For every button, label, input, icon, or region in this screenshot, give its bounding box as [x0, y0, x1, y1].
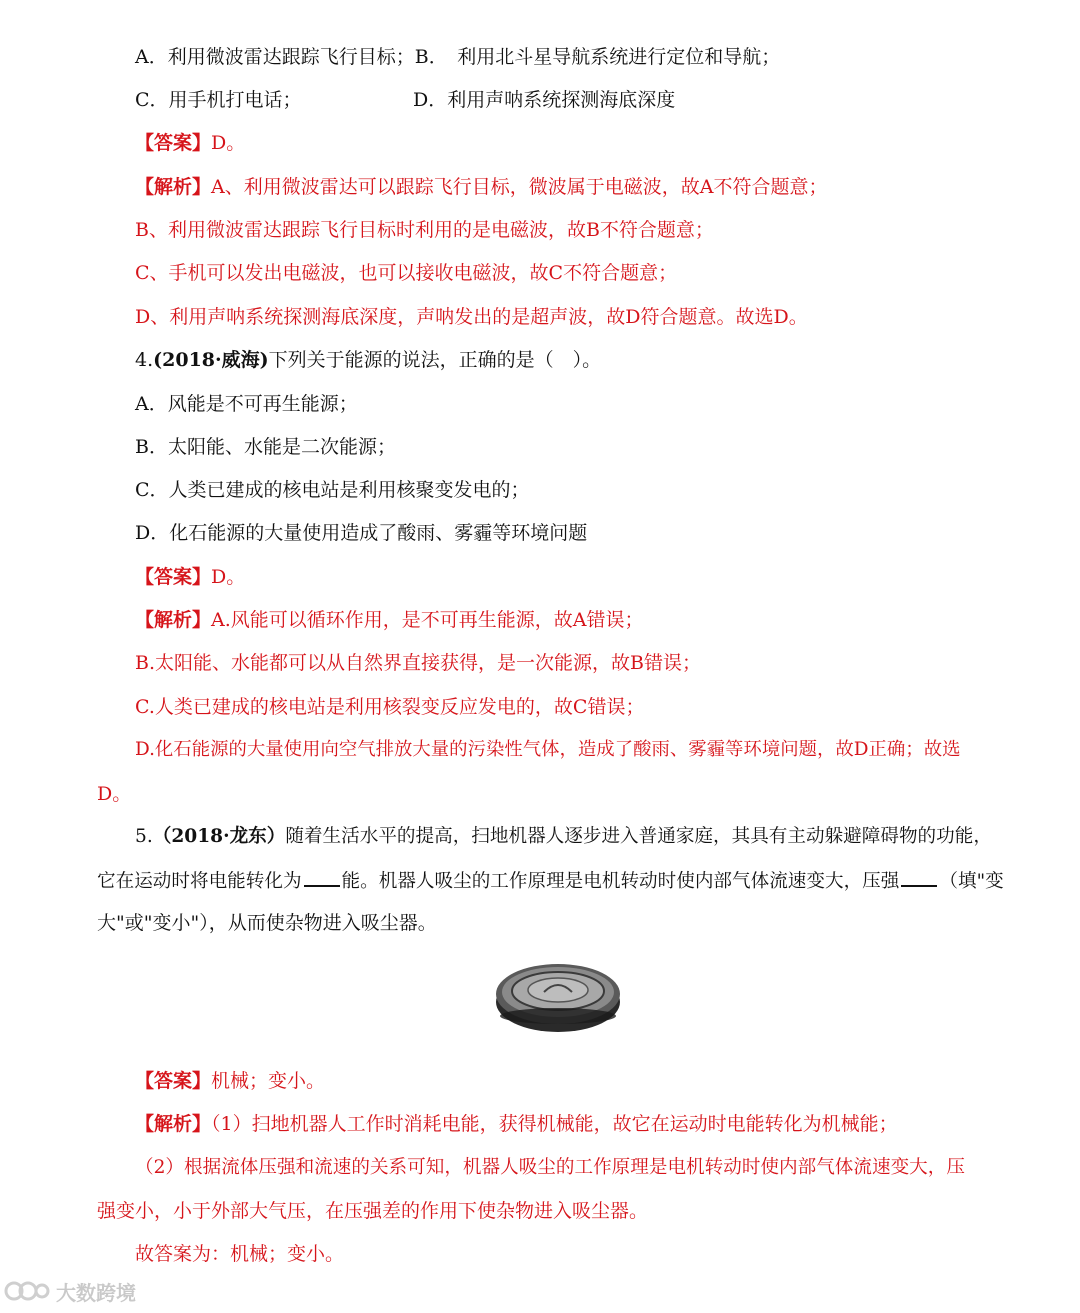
q4-answer-text: D。: [211, 566, 246, 588]
q5-stem-3: 大"或"变小"），从而使杂物进入吸尘器。: [97, 912, 437, 934]
q3-option-d: D．利用声呐系统探测海底深度: [413, 89, 676, 111]
q4-analysis-3: C.人类已建成的核电站是利用核裂变反应发电的，故C错误；: [135, 696, 645, 718]
q5-stem-text-2b: 能。机器人吸尘的工作原理是电机转动时使内部气体流速变大，压强: [341, 871, 900, 892]
q5-stem-text-2a: 它在运动时将电能转化为: [97, 871, 302, 892]
q4-analysis-4: D.化石能源的大量使用向空气排放大量的污染性气体，造成了酸雨、雾霾等环境问题，故D正确；故选: [135, 739, 961, 760]
q5-analysis-1: [135, 1111, 994, 1137]
q5-stem-text-2c: （填"变: [939, 871, 1004, 892]
q5-final-answer: 故答案为：机械；变小。: [135, 1243, 345, 1265]
q4-stem-text: 下列关于能源的说法，正确的是（ ）。: [268, 349, 602, 371]
q5-blank-2: [901, 867, 937, 887]
q3-analysis-3: C、手机可以发出电磁波，也可以接收电磁波，故C不符合题意；: [135, 262, 678, 284]
q4-analysis-4-cont: D。: [97, 783, 132, 805]
q4-answer: [135, 564, 994, 590]
q5-analysis-text-1: （1）扫地机器人工作时消耗电能，获得机械能，故它在运动时电能转化为机械能；: [211, 1113, 898, 1135]
watermark: [4, 1277, 136, 1305]
q4-answer-label: 【答案】: [135, 566, 212, 588]
q5-answer: [135, 1068, 994, 1094]
q5-analysis-2: （2）根据流体压强和流速的关系可知，机器人吸尘的工作原理是电机转动时使内部气体流速变大，压: [135, 1157, 965, 1178]
watermark-text: 大数跨境: [56, 1280, 136, 1305]
q5-blank-1: [304, 867, 340, 887]
q4-analysis-2: B.太阳能、水能都可以从自然界直接获得，是一次能源，故B错误；: [135, 652, 701, 674]
q4-source: (2018·威海): [153, 349, 269, 371]
q3-analysis-4: D、利用声呐系统探测海底深度，声呐发出的是超声波，故D符合题意。故选D。: [135, 306, 808, 328]
q3-options-row-1: [135, 44, 994, 70]
q3-option-b: B． 利用北斗星导航系统进行定位和导航；: [414, 46, 781, 68]
q5-source: （2018·龙东）: [152, 826, 286, 847]
q5-stem-1: [135, 824, 994, 850]
q5-analysis-2-cont: 强变小，小于外部大气压，在压强差的作用下使杂物进入吸尘器。: [97, 1200, 649, 1222]
q5-analysis-label: 【解析】: [135, 1113, 212, 1135]
q5-number: 5.: [135, 826, 153, 847]
q4-option-c: C．人类已建成的核电站是利用核聚变发电的；: [135, 479, 530, 501]
q3-analysis-text-1: A、利用微波雷达可以跟踪飞行目标，微波属于电磁波，故A不符合题意；: [211, 176, 828, 198]
q3-option-a: A．利用微波雷达跟踪飞行目标；: [135, 46, 415, 68]
watermark-logo-icon: [4, 1278, 50, 1304]
q4-option-b: B．太阳能、水能是二次能源；: [135, 436, 396, 458]
q5-stem-2: [97, 867, 1004, 895]
q3-answer: [135, 130, 994, 156]
q5-answer-text: 机械；变小。: [211, 1070, 326, 1092]
q5-answer-label: 【答案】: [135, 1070, 212, 1092]
q4-number: 4.: [135, 349, 154, 371]
q3-answer-label: 【答案】: [135, 132, 212, 154]
q4-analysis-1: [135, 607, 994, 633]
q3-option-c: C．用手机打电话；: [135, 89, 302, 111]
robot-vacuum-image: [494, 956, 622, 1036]
q3-answer-text: D。: [211, 132, 246, 154]
q4-option-d: D．化石能源的大量使用造成了酸雨、雾霾等环境问题: [135, 522, 588, 544]
q5-stem-text-1: 随着生活水平的提高，扫地机器人逐步进入普通家庭，其具有主动躲避障碍物的功能，: [285, 826, 992, 847]
q4-analysis-label: 【解析】: [135, 609, 212, 631]
q3-analysis-1: [135, 174, 994, 200]
q4-analysis-text-1: A.风能可以循环作用，是不可再生能源，故A错误；: [211, 609, 644, 631]
q4-stem: [135, 347, 994, 373]
q3-analysis-2: B、利用微波雷达跟踪飞行目标时利用的是电磁波，故B不符合题意；: [135, 219, 714, 241]
q4-option-a: A．风能是不可再生能源；: [135, 393, 358, 415]
q3-analysis-label: 【解析】: [135, 176, 212, 198]
q3-options-row-2: [135, 87, 994, 113]
